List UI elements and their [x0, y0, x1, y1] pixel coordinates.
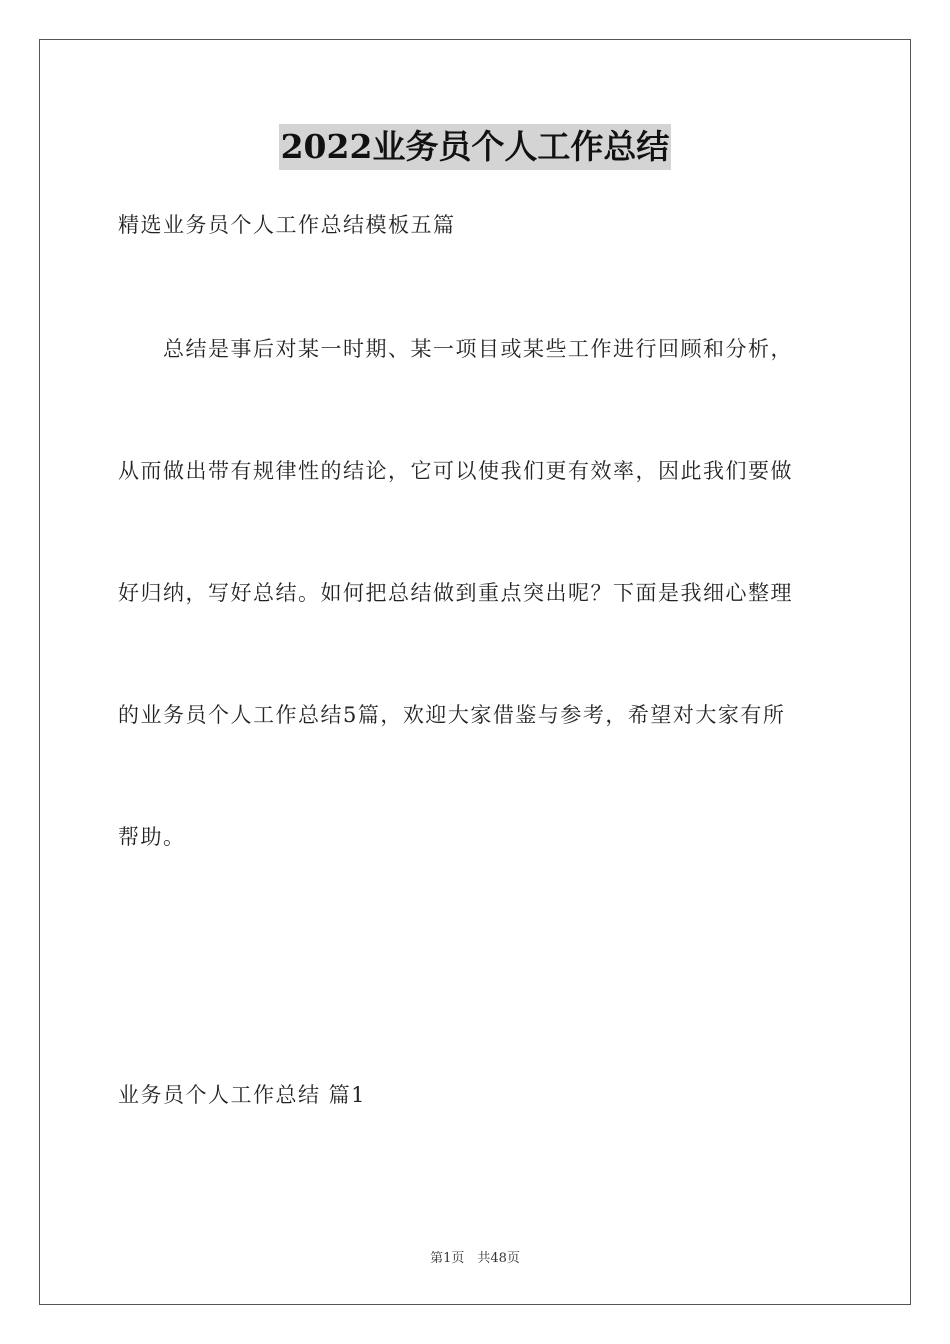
page-footer: 第1页 共48页 — [430, 1251, 520, 1266]
document-subtitle: 精选业务员个人工作总结模板五篇 — [118, 213, 456, 237]
intro-line-3: 好归纳，写好总结。如何把总结做到重点突出呢？下面是我细心整理 — [118, 581, 793, 605]
document-title — [0, 124, 950, 170]
document-title-text: 2022业务员个人工作总结 — [279, 124, 672, 170]
intro-line-5: 帮助。 — [118, 825, 186, 849]
intro-line-1: 总结是事后对某一时期、某一项目或某些工作进行回顾和分析， — [118, 337, 793, 361]
section-heading: 业务员个人工作总结 篇1 — [118, 1083, 367, 1107]
intro-line-4: 的业务员个人工作总结5篇，欢迎大家借鉴与参考，希望对大家有所 — [118, 703, 786, 727]
intro-line-2: 从而做出带有规律性的结论，它可以使我们更有效率，因此我们要做 — [118, 459, 793, 483]
